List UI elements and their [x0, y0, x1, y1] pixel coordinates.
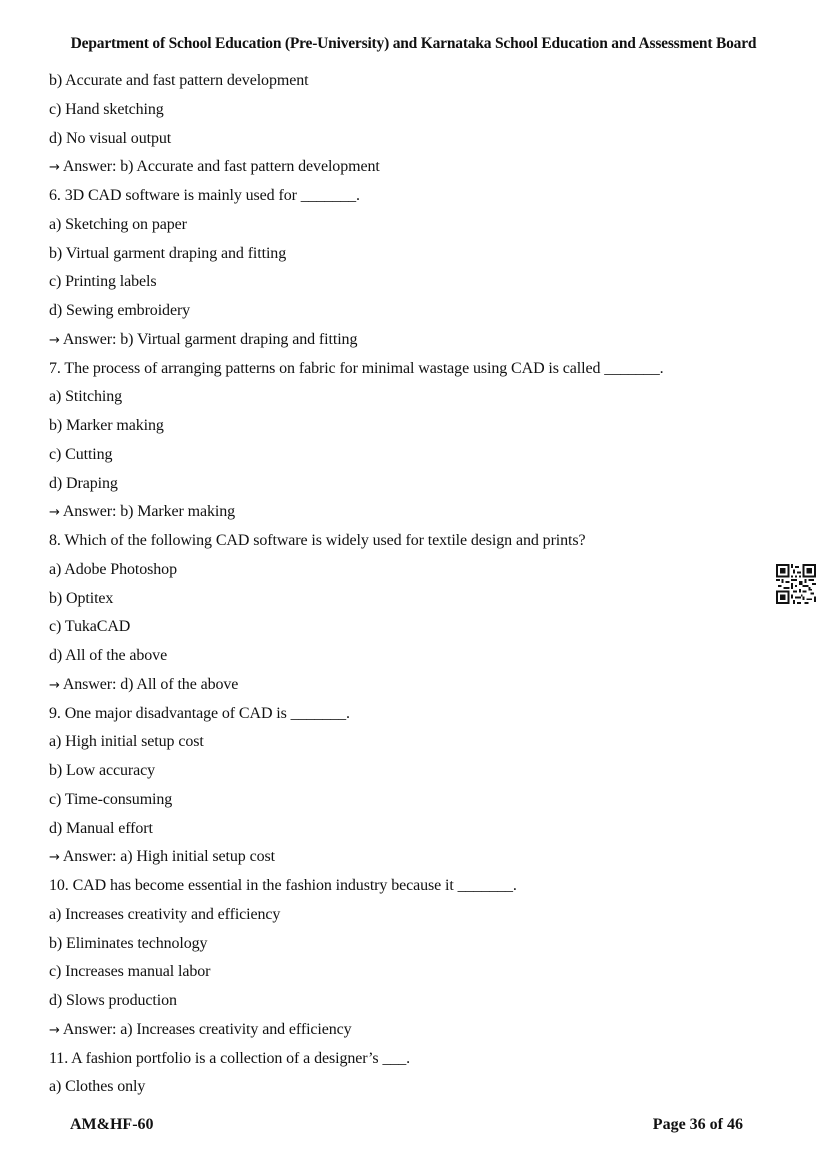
answer-line	[49, 848, 275, 866]
line-text: Answer: b) Accurate and fast pattern development	[62, 158, 380, 176]
line-text: 6. 3D CAD software is mainly used for _______.	[49, 187, 360, 204]
line-text: 11. A fashion portfolio is a collection of a designer’s ___.	[49, 1049, 411, 1067]
line-text: c) Cutting	[49, 445, 113, 463]
line-text: a) Sketching on paper	[49, 215, 187, 233]
line-text: d) Slows production	[49, 992, 177, 1009]
line-text: b) Virtual garment draping and fitting	[49, 244, 287, 262]
question-line	[49, 532, 586, 550]
line-text: c) Time-consuming	[49, 790, 173, 808]
arrow-right-icon: →	[49, 1022, 60, 1038]
option-line	[49, 1078, 145, 1096]
line-text: 8. Which of the following CAD software is widely used for textile design and prints?	[49, 532, 586, 549]
question-line	[49, 1050, 410, 1068]
question-line	[49, 877, 517, 895]
answer-line	[49, 503, 235, 521]
answer-line	[49, 676, 238, 694]
page-header: Department of School Education (Pre-University) and Karnataka School Education and Assessment Board	[70, 35, 757, 52]
line-text: Answer: b) Marker making	[62, 503, 236, 521]
arrow-right-icon: →	[49, 850, 60, 866]
option-line	[49, 245, 286, 263]
option-line	[49, 561, 177, 579]
answer-line	[49, 331, 357, 349]
option-line	[49, 906, 280, 924]
page-number: Page 36 of 46	[652, 1116, 743, 1133]
line-text: 10. CAD has become essential in the fashion industry because it _______.	[49, 877, 517, 894]
line-text: a) High initial setup cost	[49, 733, 204, 751]
line-text: Answer: b) Virtual garment draping and fitting	[62, 330, 358, 348]
answer-line	[49, 158, 380, 176]
option-line	[49, 992, 177, 1010]
option-line	[49, 791, 172, 809]
option-line	[49, 302, 190, 320]
option-line	[49, 618, 130, 636]
question-line	[49, 705, 350, 723]
option-line	[49, 475, 118, 493]
arrow-right-icon: →	[49, 505, 60, 521]
qr-code-icon	[776, 564, 816, 604]
option-line	[49, 733, 204, 751]
question-line	[49, 187, 360, 205]
line-text: b) Eliminates technology	[49, 934, 208, 952]
line-text: 7. The process of arranging patterns on fabric for minimal wastage using CAD is called _______.	[49, 359, 664, 377]
option-line	[49, 273, 157, 291]
line-text: b) Optitex	[49, 589, 114, 607]
line-text: b) Marker making	[49, 417, 164, 434]
option-line	[49, 762, 155, 780]
line-text: a) Increases creativity and efficiency	[49, 905, 281, 923]
arrow-right-icon: →	[49, 677, 60, 693]
option-line	[49, 417, 164, 435]
line-text: Answer: d) All of the above	[62, 675, 239, 693]
line-text: c) TukaCAD	[49, 618, 131, 636]
option-line	[49, 935, 207, 953]
option-line	[49, 647, 167, 665]
line-text: Answer: a) Increases creativity and efficiency	[62, 1020, 352, 1038]
arrow-right-icon: →	[49, 160, 60, 176]
line-text: 9. One major disadvantage of CAD is _______.	[49, 704, 350, 722]
option-line	[49, 590, 113, 608]
line-text: c) Printing labels	[49, 273, 157, 291]
option-line	[49, 388, 122, 406]
option-line	[49, 130, 171, 148]
line-text: d) Draping	[49, 474, 118, 492]
line-text: a) Clothes only	[49, 1078, 146, 1096]
line-text: d) No visual output	[49, 129, 172, 147]
option-line	[49, 820, 153, 838]
line-text: b) Accurate and fast pattern development	[49, 72, 309, 89]
line-text: c) Hand sketching	[49, 100, 164, 118]
line-text: d) Manual effort	[49, 819, 153, 837]
line-text: a) Adobe Photoshop	[49, 560, 177, 578]
option-line	[49, 446, 112, 464]
line-text: Answer: a) High initial setup cost	[62, 848, 275, 866]
line-text: d) All of the above	[49, 647, 168, 664]
arrow-right-icon: →	[49, 332, 60, 348]
option-line	[49, 216, 187, 234]
answer-line	[49, 1021, 352, 1039]
line-text: d) Sewing embroidery	[49, 302, 191, 319]
option-line	[49, 963, 210, 981]
question-line	[49, 360, 664, 378]
line-text: c) Increases manual labor	[49, 963, 211, 981]
line-text: b) Low accuracy	[49, 762, 155, 779]
line-text: a) Stitching	[49, 388, 123, 406]
option-line	[49, 72, 308, 90]
course-code: AM&HF-60	[70, 1116, 154, 1133]
option-line	[49, 101, 164, 119]
